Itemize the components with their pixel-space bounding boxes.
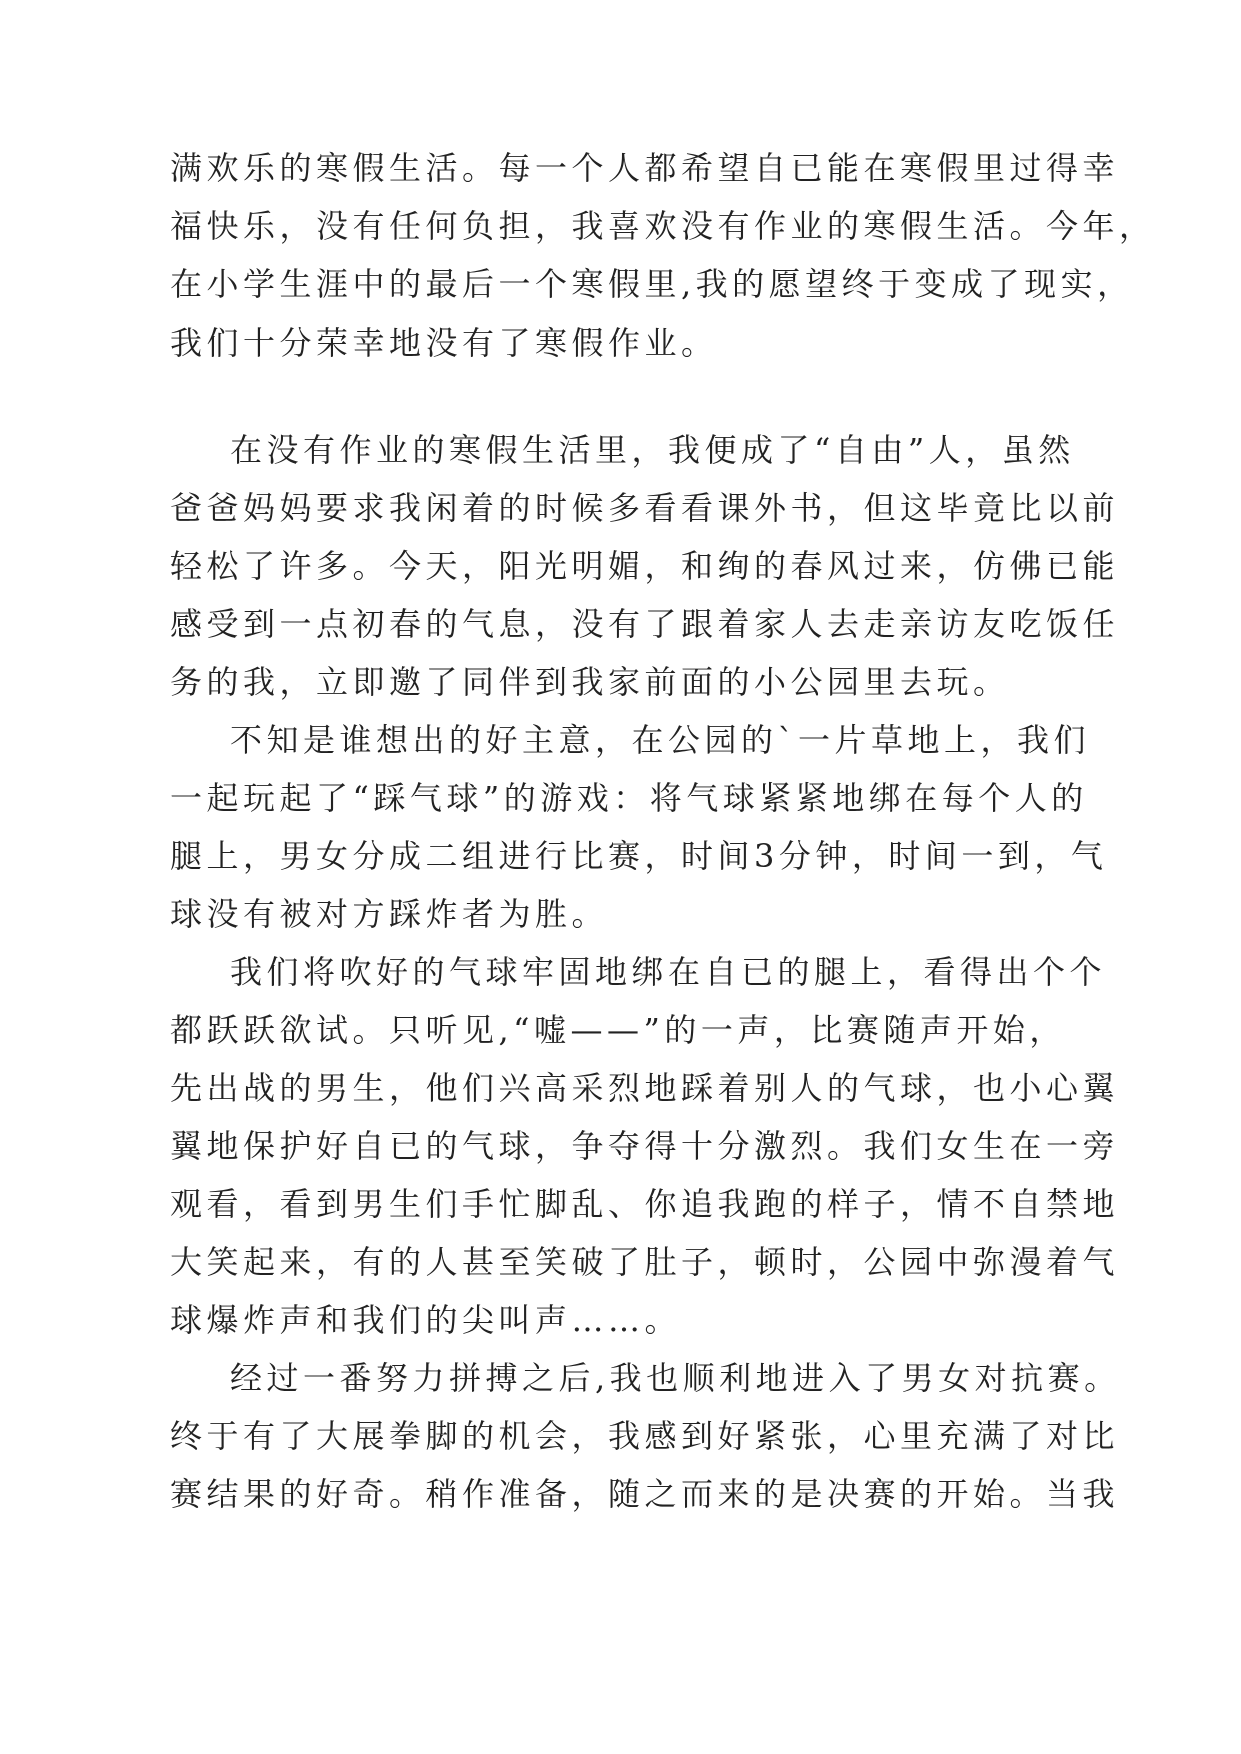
text-line: 大笑起来，有的人甚至笑破了肚子，顿时，公园中弥漫着气 xyxy=(170,1243,1120,1281)
text-line: 赛结果的好奇。稍作准备，随之而来的是决赛的开始。当我 xyxy=(170,1475,1120,1513)
text-line: 我们将吹好的气球牢固地绑在自已的腿上，看得出个个 xyxy=(230,953,1107,991)
text-line: 福快乐，没有任何负担，我喜欢没有作业的寒假生活。今年， xyxy=(170,207,1156,245)
text-line: 终于有了大展拳脚的机会，我感到好紧张，心里充满了对比 xyxy=(170,1417,1120,1455)
text-line: 感受到一点初春的气息，没有了跟着家人去走亲访友吃饭任 xyxy=(170,605,1120,643)
text-line: 都跃跃欲试。只听见,“嘘——”的一声，比赛随声开始， xyxy=(170,1011,1066,1049)
text-line: 球爆炸声和我们的尖叫声……。 xyxy=(170,1301,682,1339)
text-line: 不知是谁想出的好主意，在公园的`一片草地上，我们 xyxy=(230,721,1091,759)
text-line: 在没有作业的寒假生活里，我便成了“自由”人，虽然 xyxy=(230,431,1075,469)
text-line: 一起玩起了“踩气球”的游戏：将气球紧紧地绑在每个人的 xyxy=(170,779,1088,817)
text-line: 观看，看到男生们手忙脚乱、你追我跑的样子，情不自禁地 xyxy=(170,1185,1120,1223)
text-line: 务的我，立即邀了同伴到我家前面的小公园里去玩。 xyxy=(170,663,1010,701)
text-line: 经过一番努力拼搏之后,我也顺利地进入了男女对抗赛。 xyxy=(230,1359,1121,1397)
text-line: 在小学生涯中的最后一个寒假里,我的愿望终于变成了现实， xyxy=(170,265,1134,303)
text-line: 满欢乐的寒假生活。每一个人都希望自已能在寒假里过得幸 xyxy=(170,149,1120,187)
text-line: 翼地保护好自已的气球，争夺得十分激烈。我们女生在一旁 xyxy=(170,1127,1120,1165)
text-line: 我们十分荣幸地没有了寒假作业。 xyxy=(170,324,718,362)
text-line: 球没有被对方踩炸者为胜。 xyxy=(170,895,609,933)
text-line: 轻松了许多。今天，阳光明媚，和绚的春风过来，仿佛已能 xyxy=(170,547,1120,585)
text-line: 腿上，男女分成二组进行比赛，时间3分钟，时间一到，气 xyxy=(170,837,1108,875)
text-line: 先出战的男生，他们兴高采烈地踩着别人的气球，也小心翼 xyxy=(170,1069,1120,1107)
text-line: 爸爸妈妈要求我闲着的时候多看看课外书，但这毕竟比以前 xyxy=(170,489,1120,527)
